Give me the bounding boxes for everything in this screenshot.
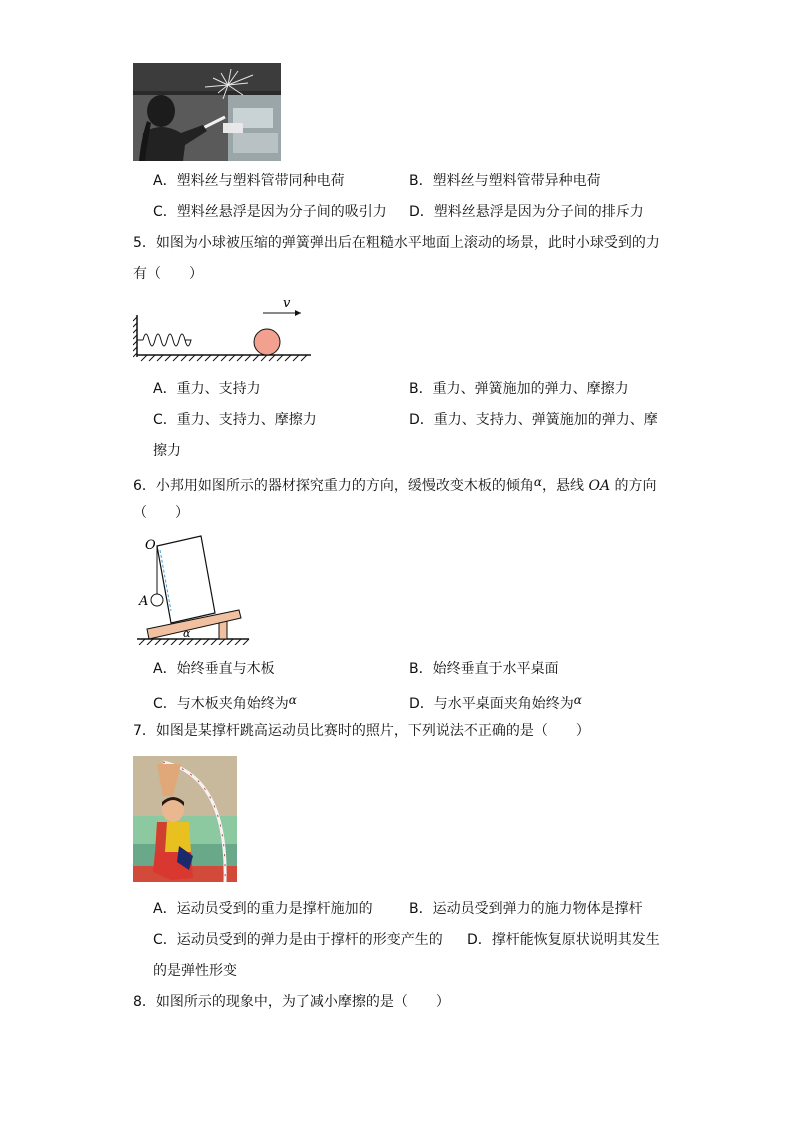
q6-stem-mid: ，悬线 [542, 478, 589, 494]
q6-stem-oa: OA [588, 478, 611, 494]
q6-stem-prefix: 6．小邦用如图所示的器材探究重力的方向，缓慢改变木板的倾角 [133, 478, 534, 494]
q6-option-c-text: C．与木板夹角始终为 [153, 696, 289, 712]
q7-option-d-line2: 的是弹性形变 [153, 963, 237, 979]
q5-option-c: C．重力、支持力、摩擦力 [153, 412, 317, 428]
velocity-label: v [283, 296, 291, 311]
q4-option-a: A．塑料丝与塑料管带同种电荷 [153, 173, 345, 189]
q6-option-c-alpha: α [288, 693, 297, 707]
label-o: O [145, 538, 156, 553]
q6-option-d-alpha: α [573, 693, 582, 707]
spring [137, 334, 191, 346]
q5-option-d-line1: D．重力、支持力、弹簧施加的弹力、摩 [409, 412, 658, 428]
q5-stem-line1: 5．如图为小球被压缩的弹簧弹出后在粗糙水平地面上滚动的场景，此时小球受到的力 [133, 235, 660, 251]
q6-option-a: A．始终垂直与木板 [153, 661, 275, 677]
q6-stem-suffix: 的方向 [610, 478, 657, 494]
q5-option-a: A．重力、支持力 [153, 381, 261, 397]
figure-plumb-line-board [133, 533, 253, 645]
q5-option-d-line2: 擦力 [153, 443, 181, 459]
q6-option-d-text: D．与水平桌面夹角始终为 [409, 696, 574, 712]
q4-option-c: C．塑料丝悬浮是因为分子间的吸引力 [153, 204, 387, 220]
q5-stem-line2: 有（ ） [133, 266, 203, 282]
label-a: A [139, 594, 149, 609]
ball [254, 329, 280, 355]
q7-option-b: B．运动员受到弹力的施力物体是撑杆 [409, 901, 643, 917]
photo-pole-vaulter [133, 756, 237, 882]
photo-static-electricity [133, 63, 281, 161]
figure-spring-ball [133, 293, 315, 365]
q7-option-a: A．运动员受到的重力是撑杆施加的 [153, 901, 373, 917]
q6-stem-alpha: α [533, 475, 543, 489]
q6-stem-line1 [133, 472, 657, 496]
q6-stem-line2: （ ） [133, 505, 189, 521]
q4-option-d: D．塑料丝悬浮是因为分子间的排斥力 [409, 204, 644, 220]
q7-option-d-line1: D．撑杆能恢复原状说明其发生 [467, 932, 660, 948]
q6-option-b: B．始终垂直于水平桌面 [409, 661, 559, 677]
plumb-bob [151, 594, 163, 606]
q5-option-b: B．重力、弹簧施加的弹力、摩擦力 [409, 381, 629, 397]
q7-stem: 7．如图是某撑杆跳高运动员比赛时的照片，下列说法不正确的是（ ） [133, 723, 590, 739]
label-alpha: α [183, 627, 191, 640]
q7-option-c: C．运动员受到的弹力是由于撑杆的形变产生的 [153, 932, 443, 948]
q4-option-b: B．塑料丝与塑料管带异种电荷 [409, 173, 601, 189]
q6-option-d [409, 690, 582, 714]
q8-stem: 8．如图所示的现象中，为了减小摩擦的是（ ） [133, 994, 450, 1010]
q6-option-c [153, 690, 297, 714]
